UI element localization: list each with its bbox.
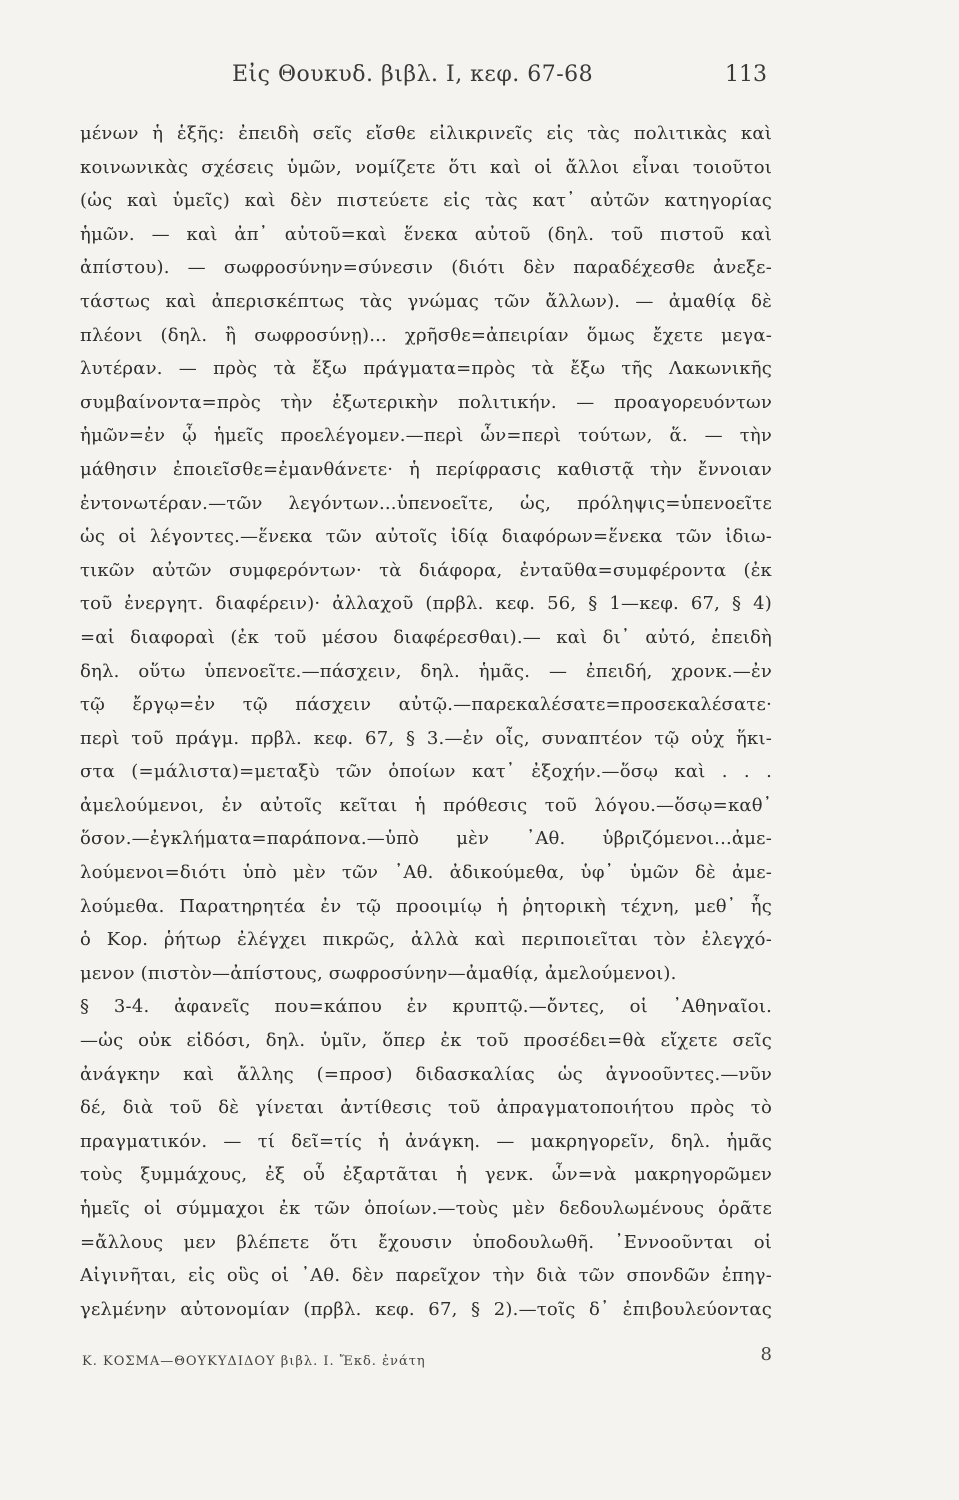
text-line: ἐντονωτέραν.—τῶν λεγόντων...ὑπενοεῖτε, ὡς, πρόληψις=ὑπενοεῖτε <box>80 492 772 514</box>
text-line: ὅσον.—ἐγκλήματα=παράπονα.—ὑπὸ μὲν ᾿Αθ. ὑβριζόμενοι...ἀμε- <box>80 828 772 850</box>
text-line: ἀπίστου). — σωφροσύνην=σύνεσιν (διότι δὲν παραδέχεσθε ἀνεξε- <box>80 257 772 279</box>
text-line: μενον (πιστὸν—ἀπίστους, σωφροσύνην—ἀμαθίᾳ, ἀμελούμενοι). <box>80 962 677 984</box>
running-head-title: Εἰς Θουκυδ. βιβλ. I, κεφ. 67-68 <box>232 62 594 87</box>
text-line: κοινωνικὰς σχέσεις ὑμῶν, νομίζετε ὅτι καὶ οἱ ἄλλοι εἶναι τοιοῦτοι <box>80 156 772 178</box>
text-line: ὡς οἱ λέγοντες.—ἕνεκα τῶν αὐτοῖς ἰδίᾳ διαφόρων=ἕνεκα τῶν ἰδιω- <box>80 526 772 548</box>
text-line: τάστως καὶ ἀπερισκέπτως τὰς γνώμας τῶν ἄλλων). — ἀμαθίᾳ δὲ <box>80 290 772 312</box>
text-line: δέ, διὰ τοῦ δὲ γίνεται ἀντίθεσις τοῦ ἀπραγματοποιήτου πρὸς τὸ <box>80 1097 772 1119</box>
text-line: ἡμῶν. — καὶ ἀπ᾿ αὐτοῦ=καὶ ἕνεκα αὐτοῦ (δηλ. τοῦ πιστοῦ καὶ <box>80 223 772 245</box>
running-head <box>232 62 767 92</box>
text-line: γελμένην αὐτονομίαν (πρβλ. κεφ. 67, § 2).—τοῖς δ᾿ ἐπιβουλεύοντας <box>80 1298 772 1320</box>
text-line: συμβαίνοντα=πρὸς τὴν ἐξωτερικὴν πολιτικήν. — προαγορευόντων <box>80 391 772 413</box>
text-line: ἡμεῖς οἱ σύμμαχοι ἐκ τῶν ὁποίων.—τοὺς μὲν δεδουλωμένους ὁρᾶτε <box>80 1198 772 1219</box>
text-line: λυτέραν. — πρὸς τὰ ἔξω πράγματα=πρὸς τὰ ἔξω τῆς Λακωνικῆς <box>80 358 772 380</box>
text-line: μένων ἡ ἑξῆς: ἐπειδὴ σεῖς εἴσθε εἰλικρινεῖς εἰς τὰς πολιτικὰς καὶ <box>80 123 772 144</box>
text-line: πλέονι (δηλ. ἢ σωφροσύνῃ)... χρῆσθε=ἀπειρίαν ὅμως ἔχετε μεγα- <box>80 324 772 346</box>
text-line: λούμεθα. Παρατηρητέα ἐν τῷ προοιμίῳ ἡ ῥητορικὴ τέχνη, μεθ᾿ ἧς <box>80 895 772 917</box>
printer-imprint: Κ. ΚΟΣΜΑ—ΘΟΥΚΥΔΙΔΟΥ βιβλ. I. Ἔκδ. ἐνάτη <box>82 1354 426 1369</box>
text-line: ὁ Κορ. ῥήτωρ ἐλέγχει πικρῶς, ἀλλὰ καὶ περιποιεῖται τὸν ἐλεγχό- <box>80 929 772 951</box>
text-line: μάθησιν ἐποιεῖσθε=ἐμανθάνετε· ἡ περίφρασις καθιστᾷ τὴν ἔννοιαν <box>80 458 772 480</box>
text-line: τῷ ἔργῳ=ἐν τῷ πάσχειν αὐτῷ.—παρεκαλέσατε=προσεκαλέσατε· <box>80 694 772 716</box>
text-line: § 3-4. ἀφανεῖς που=κάπου ἐν κρυπτῷ.—ὄντες, οἱ ᾿Αθηναῖοι. <box>80 996 772 1018</box>
text-line: =ἄλλους μεν βλέπετε ὅτι ἔχουσιν ὑποδουλωθῆ. ᾿Εννοοῦνται οἱ <box>80 1231 772 1253</box>
text-line: ἡμῶν=ἐν ᾧ ἡμεῖς προελέγομεν.—περὶ ὧν=περὶ τούτων, ἅ. — τὴν <box>80 425 772 447</box>
text-line: Αἰγινῆται, εἰς οὓς οἱ ᾿Αθ. δὲν παρεῖχον τὴν διὰ τῶν σπονδῶν ἐπηγ- <box>80 1265 772 1287</box>
text-line: τοῦ ἐνεργητ. διαφέρειν)· ἀλλαχοῦ (πρβλ. κεφ. 56, § 1—κεφ. 67, § 4) <box>80 593 772 615</box>
text-line: ἀνάγκην καὶ ἄλλης (=προσ) διδασκαλίας ὡς ἀγνοοῦντες.—νῦν <box>80 1063 772 1085</box>
text-line: περὶ τοῦ πράγμ. πρβλ. κεφ. 67, § 3.—ἐν οἷς, συναπτέον τῷ οὐχ ἥκι- <box>80 727 772 749</box>
page-number: 113 <box>725 62 767 87</box>
text-line: λούμενοι=διότι ὑπὸ μὲν τῶν ᾿Αθ. ἀδικούμεθα, ὑφ᾿ ὑμῶν δὲ ἀμε- <box>80 862 772 884</box>
signature-mark: 8 <box>760 1344 772 1365</box>
text-line: —ὡς οὐκ εἰδόσι, δηλ. ὑμῖν, ὅπερ ἐκ τοῦ προσέδει=θὰ εἴχετε σεῖς <box>80 1030 772 1052</box>
text-line: =αἱ διαφοραὶ (ἐκ τοῦ μέσου διαφέρεσθαι).— καὶ δι᾿ αὐτό, ἐπειδὴ <box>80 626 772 648</box>
text-line: (ὡς καὶ ὑμεῖς) καὶ δὲν πιστεύετε εἰς τὰς κατ᾿ αὐτῶν κατηγορίας <box>80 190 772 212</box>
text-line: στα (=μάλιστα)=μεταξὺ τῶν ὁποίων κατ᾿ ἐξοχήν.—ὅσῳ καὶ . . . <box>80 761 772 783</box>
text-line: τικῶν αὐτῶν συμφερόντων· τὰ διάφορα, ἐνταῦθα=συμφέροντα (ἐκ <box>80 559 772 581</box>
text-line: ἀμελούμενοι, ἐν αὐτοῖς κεῖται ἡ πρόθεσις τοῦ λόγου.—ὅσῳ=καθ᾿ <box>80 794 772 816</box>
commentary-text <box>80 117 772 1326</box>
text-line: πραγματικόν. — τί δεῖ=τίς ἡ ἀνάγκη. — μακρηγορεῖν, δηλ. ἡμᾶς <box>80 1130 772 1152</box>
text-line: τοὺς ξυμμάχους, ἐξ οὗ ἐξαρτᾶται ἡ γενκ. ὧν=νὰ μακρηγορῶμεν <box>80 1164 772 1186</box>
text-line: δηλ. οὕτω ὑπενοεῖτε.—πάσχειν, δηλ. ἡμᾶς. — ἐπειδή, χρονκ.—ἐν <box>80 660 772 682</box>
page-footer <box>82 1344 772 1388</box>
